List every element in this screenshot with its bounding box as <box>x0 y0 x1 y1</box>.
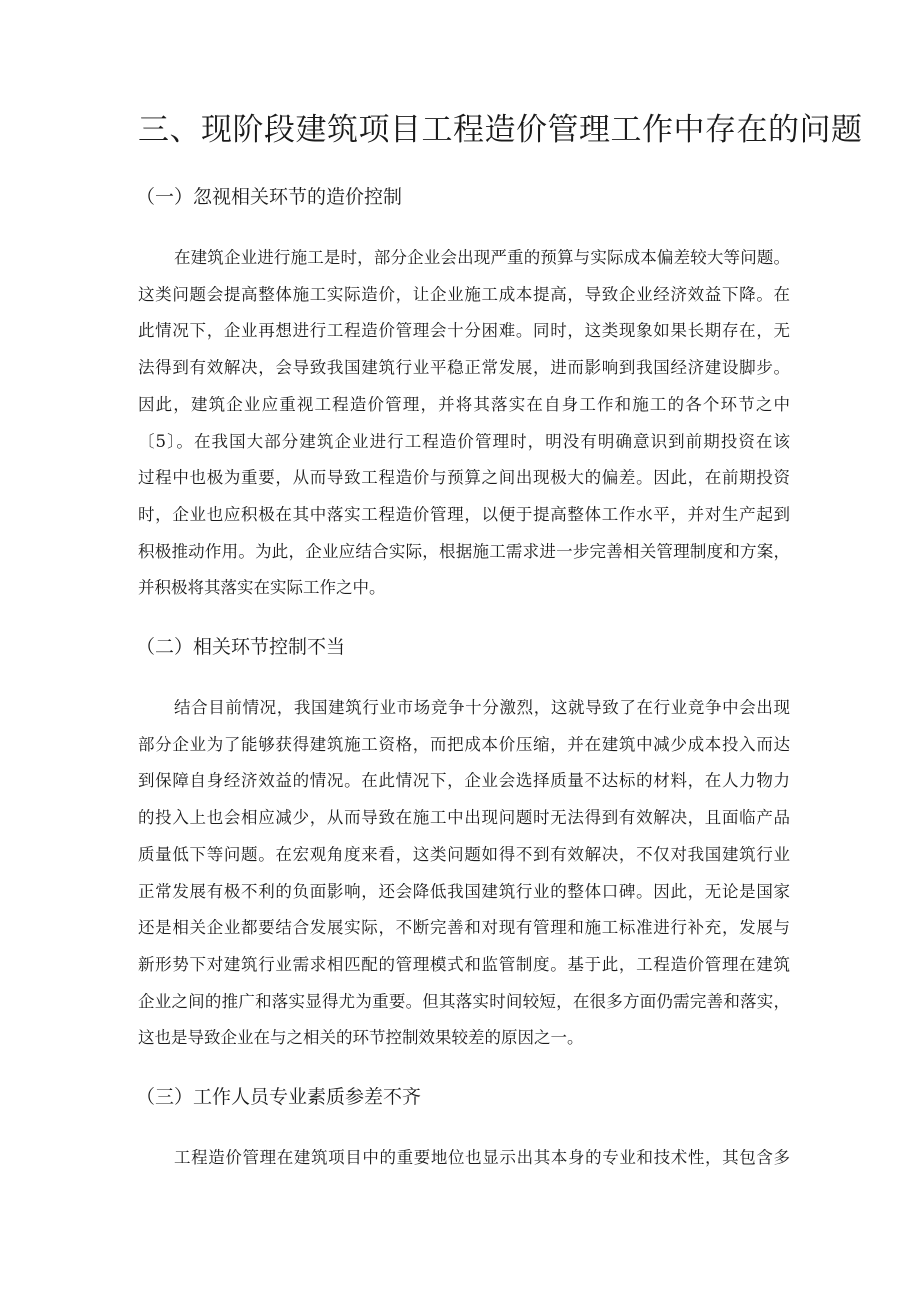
paragraph-line: 因此，建筑企业应重视工程造价管理，并将其落实在自身工作和施工的各个环节之中 <box>138 394 790 414</box>
paragraph-line: 质量低下等问题。在宏观角度来看，这类问题如得不到有效解决，不仅对我国建筑行业 <box>138 844 790 864</box>
paragraph-line: 这也是导致企业在与之相关的环节控制效果较差的原因之一。 <box>138 1028 584 1048</box>
paragraph-line: 积极推动作用。为此，企业应结合实际，根据施工需求进一步完善相关管理制度和方案， <box>138 541 790 561</box>
paragraph-line: 这类问题会提高整体施工实际造价，让企业施工成本提高，导致企业经济效益下降。在 <box>138 284 790 304</box>
paragraph-line: 过程中也极为重要，从而导致工程造价与预算之间出现极大的偏差。因此，在前期投资 <box>138 468 790 488</box>
paragraph-line: 此情况下，企业再想进行工程造价管理会十分困难。同时，这类现象如果长期存在，无 <box>138 321 790 341</box>
section-2-paragraph <box>138 690 790 1057</box>
paragraph-line: 结合目前情况，我国建筑行业市场竞争十分激烈，这就导致了在行业竞争中会出现 <box>174 698 790 717</box>
paragraph-line: 新形势下对建筑行业需求相匹配的管理模式和监管制度。基于此，工程造价管理在建筑 <box>138 954 790 974</box>
paragraph-line: 正常发展有极不利的负面影响，还会降低我国建筑行业的整体口碑。因此，无论是国家 <box>138 881 790 901</box>
section-heading-1: （一）忽视相关环节的造价控制 <box>136 186 403 208</box>
paragraph-line: 部分企业为了能够获得建筑施工资格，而把成本价压缩，并在建筑中减少成本投入而达 <box>138 734 790 754</box>
paragraph-line: 工程造价管理在建筑项目中的重要地位也显示出其本身的专业和技术性，其包含多 <box>174 1148 790 1167</box>
paragraph-line: 法得到有效解决，会导致我国建筑行业平稳正常发展，进而影响到我国经济建设脚步。 <box>138 358 790 378</box>
paragraph-line: 时，企业也应积极在其中落实工程造价管理，以便于提高整体工作水平，并对生产起到 <box>138 504 790 524</box>
paragraph-line: 到保障自身经济效益的情况。在此情况下，企业会选择质量不达标的材料，在人力物力 <box>138 771 790 791</box>
paragraph-line: 并积极将其落实在实际工作之中。 <box>138 578 386 598</box>
paragraph-line: 〔5〕。在我国大部分建筑企业进行工程造价管理时，明没有明确意识到前期投资在该 <box>138 431 790 451</box>
paragraph-line: 还是相关企业都要结合发展实际，不断完善和对现有管理和施工标准进行补充，发展与 <box>138 918 790 938</box>
paragraph-line: 在建筑企业进行施工是时，部分企业会出现严重的预算与实际成本偏差较大等问题。 <box>174 248 790 267</box>
section-heading-3: （三）工作人员专业素质参差不齐 <box>136 1086 422 1108</box>
paragraph-line: 企业之间的推广和落实显得尤为重要。但其落实时间较短，在很多方面仍需完善和落实， <box>138 991 790 1011</box>
paragraph-line: 的投入上也会相应减少，从而导致在施工中出现问题时无法得到有效解决，且面临产品 <box>138 808 790 828</box>
section-1-paragraph <box>138 240 790 607</box>
section-heading-2: （二）相关环节控制不当 <box>136 636 346 658</box>
section-3-paragraph <box>138 1140 790 1177</box>
page-title: 三、现阶段建筑项目工程造价管理工作中存在的问题 <box>138 112 863 148</box>
